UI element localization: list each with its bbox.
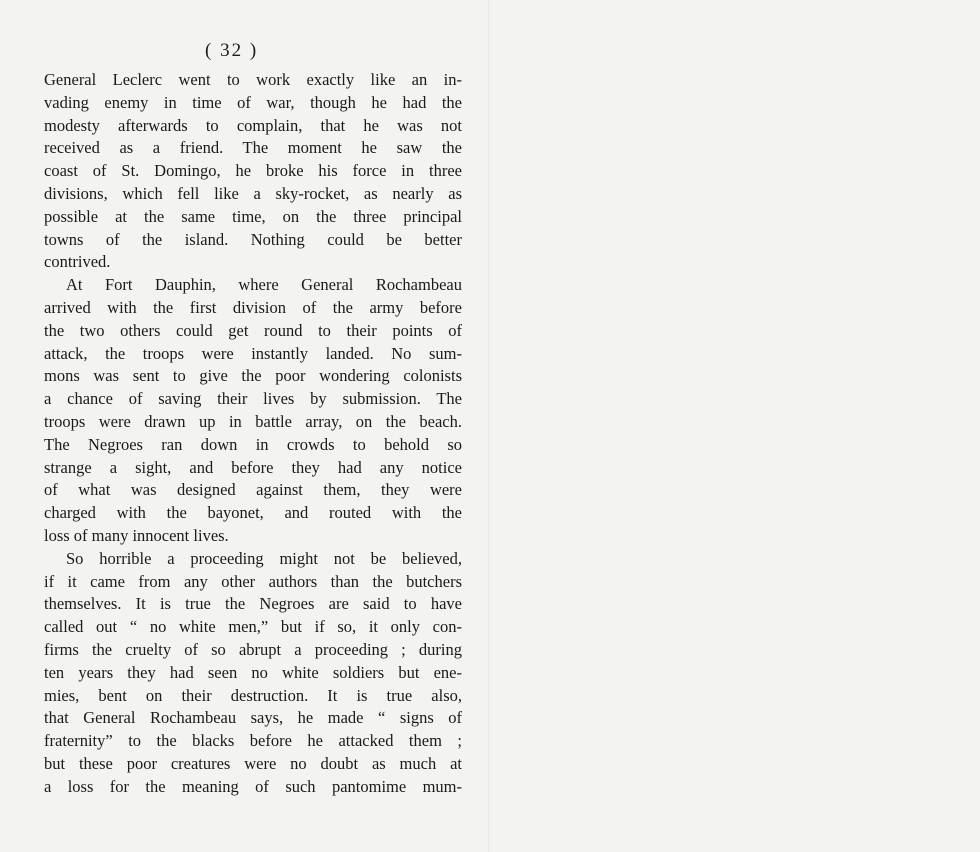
text-line: that General Rochambeau says, he made “ signs of: [44, 708, 462, 728]
text-line: charged with the bayonet, and routed with the: [44, 503, 462, 523]
text-line: General Leclerc went to work exactly like an in-: [44, 70, 462, 89]
text-line: mons was sent to give the poor wondering colonists: [44, 366, 462, 386]
text-line: themselves. It is true the Negroes are said to have: [44, 594, 462, 614]
text-line: of what was designed against them, they were: [44, 480, 462, 500]
text-line: attack, the troops were instantly landed. No sum-: [44, 343, 462, 363]
text-line: modesty afterwards to complain, that he was not: [44, 115, 462, 135]
text-line: received as a friend. The moment he saw the: [44, 138, 462, 158]
left-page-body: [44, 69, 462, 799]
text-line: firms the cruelty of so abrupt a proceeding ; during: [44, 639, 462, 659]
right-page: [490, 0, 980, 852]
text-line: a loss for the meaning of such pantomime mum-: [44, 776, 462, 796]
text-line: called out “ no white men,” but if so, it only con-: [44, 617, 462, 637]
text-line: coast of St. Domingo, he broke his force in three: [44, 161, 462, 181]
text-line: a chance of saving their lives by submission. The: [44, 389, 462, 409]
text-line: the two others could get round to their points of: [44, 320, 462, 340]
text-line: possible at the same time, on the three principal: [44, 206, 462, 226]
page-number-left: ( 32 ): [205, 40, 259, 61]
text-line: vading enemy in time of war, though he had the: [44, 92, 462, 112]
text-line: if it came from any other authors than the butchers: [44, 571, 462, 591]
text-line: The Negroes ran down in crowds to behold so: [44, 434, 462, 454]
text-line: ten years they had seen no white soldiers but ene-: [44, 662, 462, 682]
text-line: divisions, which fell like a sky-rocket, as nearly as: [44, 183, 462, 203]
text-line: So horrible a proceeding might not be believed,: [66, 548, 462, 568]
text-line: but these poor creatures were no doubt as much at: [44, 753, 462, 773]
text-line: contrived.: [44, 252, 111, 272]
text-line: At Fort Dauphin, where General Rochambeau: [66, 275, 462, 295]
text-line: loss of many innocent lives.: [44, 525, 229, 545]
text-line: strange a sight, and before they had any notice: [44, 457, 462, 477]
text-line: fraternity” to the blacks before he attacked them ;: [44, 731, 462, 751]
text-line: towns of the island. Nothing could be better: [44, 229, 462, 249]
text-line: mies, bent on their destruction. It is true also,: [44, 685, 462, 705]
text-line: arrived with the first division of the army before: [44, 297, 462, 317]
text-line: troops were drawn up in battle array, on the beach.: [44, 411, 462, 431]
